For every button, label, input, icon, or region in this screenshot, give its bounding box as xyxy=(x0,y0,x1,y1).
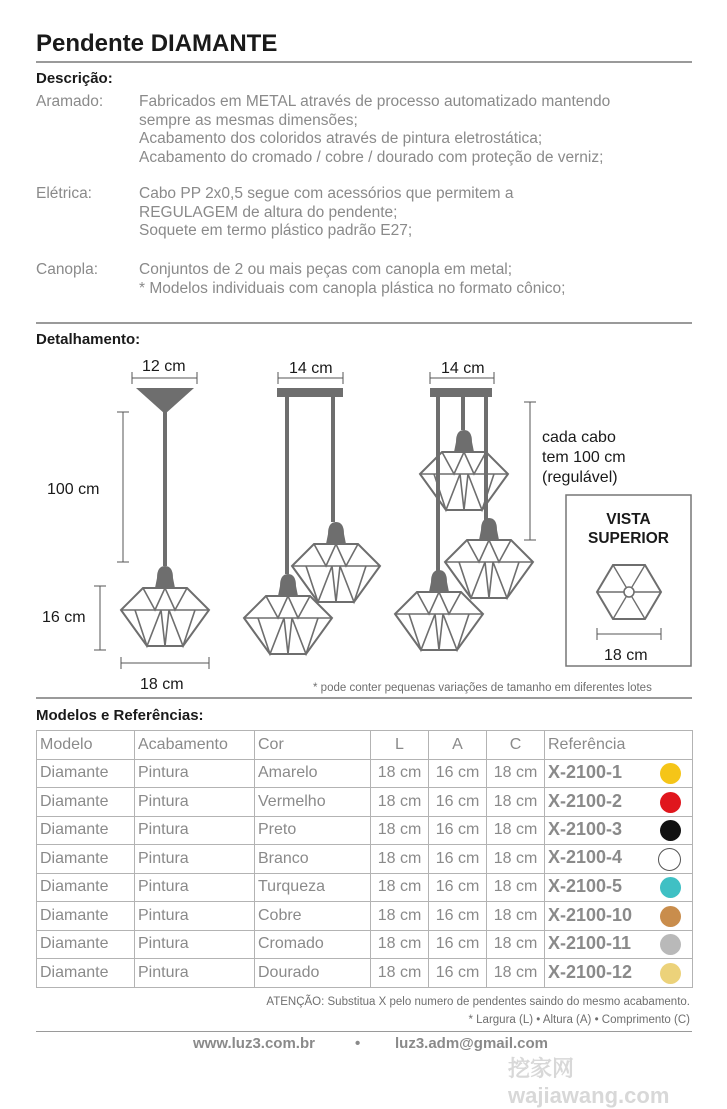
cell-referencia xyxy=(545,873,693,902)
table-row xyxy=(37,759,693,788)
header-modelo: Modelo xyxy=(37,731,135,760)
eletrica-label: Elétrica: xyxy=(36,185,92,202)
table-row xyxy=(37,930,693,959)
description-divider xyxy=(36,322,692,324)
cell-modelo: Diamante xyxy=(37,845,135,874)
cell-referencia xyxy=(545,930,693,959)
cell-acabamento: Pintura xyxy=(135,902,255,931)
reference-code: X-2100-5 xyxy=(548,876,623,897)
cell-l: 18 cm xyxy=(371,873,429,902)
dimension-legend: * Largura (L) • Altura (A) • Comprimento (C) xyxy=(468,1014,690,1026)
cell-acabamento: Pintura xyxy=(135,959,255,988)
cell-a: 16 cm xyxy=(429,759,487,788)
footer-email[interactable]: luz3.adm@gmail.com xyxy=(395,1035,548,1052)
color-swatch-icon xyxy=(660,906,681,927)
aramado-label: Aramado: xyxy=(36,93,104,110)
cell-modelo: Diamante xyxy=(37,816,135,845)
cell-l: 18 cm xyxy=(371,816,429,845)
cell-a: 16 cm xyxy=(429,930,487,959)
cell-cor: Cobre xyxy=(255,902,371,931)
page-title: Pendente DIAMANTE xyxy=(36,30,278,57)
top-view-title: VISTA SUPERIOR xyxy=(588,511,669,547)
models-heading: Modelos e Referências: xyxy=(36,707,204,724)
cell-c: 18 cm xyxy=(487,845,545,874)
header-c: C xyxy=(487,731,545,760)
attention-note: ATENÇÃO: Substitua X pelo numero de pendentes saindo do mesmo acabamento. xyxy=(266,996,690,1008)
cell-acabamento: Pintura xyxy=(135,816,255,845)
cell-c: 18 cm xyxy=(487,959,545,988)
cell-c: 18 cm xyxy=(487,788,545,817)
table-row xyxy=(37,816,693,845)
cell-a: 16 cm xyxy=(429,959,487,988)
aramado-text: Fabricados em METAL através de processo automatizado mantendo sempre as mesmas dimensões; Acabamento dos coloridos através de pintura eletrostática; Acabamento do cromado / cobre / dourado com proteção de verniz; xyxy=(139,93,611,166)
table-header-row xyxy=(37,731,693,760)
cell-acabamento: Pintura xyxy=(135,930,255,959)
cell-cor: Turqueza xyxy=(255,873,371,902)
cell-a: 16 cm xyxy=(429,788,487,817)
top-view-dim: 18 cm xyxy=(604,647,648,664)
cell-c: 18 cm xyxy=(487,759,545,788)
models-table xyxy=(36,730,693,988)
cell-c: 18 cm xyxy=(487,816,545,845)
table-row xyxy=(37,788,693,817)
reference-code: X-2100-4 xyxy=(548,846,623,867)
cell-l: 18 cm xyxy=(371,959,429,988)
description-heading: Descrição: xyxy=(36,70,113,87)
cell-modelo: Diamante xyxy=(37,873,135,902)
dim-18: 18 cm xyxy=(140,676,184,693)
color-swatch-icon xyxy=(660,792,681,813)
cell-acabamento: Pintura xyxy=(135,845,255,874)
reference-code: X-2100-2 xyxy=(548,790,623,811)
dim-14-triple: 14 cm xyxy=(441,360,485,377)
cell-a: 16 cm xyxy=(429,845,487,874)
header-cor: Cor xyxy=(255,731,371,760)
canopla-label: Canopla: xyxy=(36,261,99,278)
cell-referencia xyxy=(545,902,693,931)
cell-modelo: Diamante xyxy=(37,902,135,931)
cell-referencia xyxy=(545,788,693,817)
table-row xyxy=(37,845,693,874)
cell-l: 18 cm xyxy=(371,788,429,817)
dim-100: 100 cm xyxy=(47,481,100,498)
reference-code: X-2100-11 xyxy=(548,933,632,954)
color-swatch-icon xyxy=(660,934,681,955)
pendant-triple xyxy=(395,388,533,650)
variation-note: * pode conter pequenas variações de tamanho em diferentes lotes xyxy=(313,682,652,694)
color-swatch-icon xyxy=(660,877,681,898)
cell-cor: Preto xyxy=(255,816,371,845)
cell-a: 16 cm xyxy=(429,873,487,902)
cell-acabamento: Pintura xyxy=(135,788,255,817)
cell-l: 18 cm xyxy=(371,930,429,959)
table-row xyxy=(37,902,693,931)
eletrica-text: Cabo PP 2x0,5 segue com acessórios que permitem a REGULAGEM de altura do pendente; Soquete em termo plástico padrão E27; xyxy=(139,185,514,239)
canopla-text: Conjuntos de 2 ou mais peças com canopla em metal; * Modelos individuais com canopla plástica no formato cônico; xyxy=(139,261,566,297)
dim-14-double: 14 cm xyxy=(289,360,333,377)
cell-cor: Cromado xyxy=(255,930,371,959)
cell-cor: Vermelho xyxy=(255,788,371,817)
watermark: 挖家网 wajiawang.com xyxy=(508,1056,670,1108)
cell-referencia xyxy=(545,845,693,874)
detail-heading: Detalhamento: xyxy=(36,331,141,348)
cell-c: 18 cm xyxy=(487,873,545,902)
dim-12: 12 cm xyxy=(142,358,186,375)
cell-referencia xyxy=(545,816,693,845)
color-swatch-icon xyxy=(660,963,681,984)
cell-a: 16 cm xyxy=(429,902,487,931)
detail-divider xyxy=(36,697,692,699)
header-l: L xyxy=(371,731,429,760)
color-swatch-icon xyxy=(658,848,681,871)
cell-l: 18 cm xyxy=(371,902,429,931)
title-divider xyxy=(36,61,692,63)
table-row xyxy=(37,959,693,988)
cell-referencia xyxy=(545,959,693,988)
cell-modelo: Diamante xyxy=(37,930,135,959)
pendant-double xyxy=(244,388,380,654)
cell-l: 18 cm xyxy=(371,845,429,874)
cell-referencia xyxy=(545,759,693,788)
cell-acabamento: Pintura xyxy=(135,873,255,902)
cell-l: 18 cm xyxy=(371,759,429,788)
color-swatch-icon xyxy=(660,763,681,784)
cable-note: cada cabo tem 100 cm (regulável) xyxy=(542,429,626,486)
cell-cor: Dourado xyxy=(255,959,371,988)
cell-cor: Branco xyxy=(255,845,371,874)
footer-divider xyxy=(36,1031,692,1032)
top-view-hexagon xyxy=(597,565,661,619)
header-referencia: Referência xyxy=(545,731,693,760)
pendant-single xyxy=(121,388,209,646)
cell-modelo: Diamante xyxy=(37,959,135,988)
footer-site[interactable]: www.luz3.com.br xyxy=(193,1035,315,1052)
cell-modelo: Diamante xyxy=(37,759,135,788)
cell-c: 18 cm xyxy=(487,930,545,959)
reference-code: X-2100-12 xyxy=(548,961,633,982)
header-a: A xyxy=(429,731,487,760)
table-row xyxy=(37,873,693,902)
reference-code: X-2100-3 xyxy=(548,819,623,840)
reference-code: X-2100-10 xyxy=(548,904,633,925)
dim-16: 16 cm xyxy=(42,609,86,626)
cell-c: 18 cm xyxy=(487,902,545,931)
cell-cor: Amarelo xyxy=(255,759,371,788)
cell-modelo: Diamante xyxy=(37,788,135,817)
header-acabamento: Acabamento xyxy=(135,731,255,760)
footer-separator: • xyxy=(355,1035,361,1052)
color-swatch-icon xyxy=(660,820,681,841)
cell-acabamento: Pintura xyxy=(135,759,255,788)
reference-code: X-2100-1 xyxy=(548,762,623,783)
cell-a: 16 cm xyxy=(429,816,487,845)
